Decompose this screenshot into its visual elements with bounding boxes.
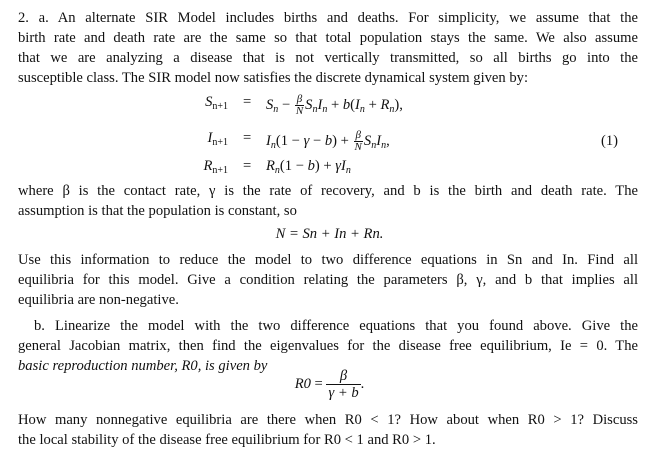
where-paragraph xyxy=(18,181,638,221)
part-a-line-1: Use this information to reduce the model to two difference equations in Sn and In. Find all xyxy=(18,252,638,268)
equation-s: $S_{n+1}$ = $S_n$ − $\frac{\beta}{N}$ $S_nI_n + b(I_n + R_n)$, xyxy=(205,93,403,117)
intro-line-3: that we are analyzing a disease that is not vertically transmitted, so all births go into the xyxy=(18,50,638,66)
part-b-line-2: general Jacobian matrix, then find the eigenvalues for the disease free equilibrium, Ie = 0. The xyxy=(18,338,638,354)
closing-questions xyxy=(18,410,638,450)
part-b-line-1: b. Linearize the model with the two difference equations that you found above. Give the xyxy=(34,318,638,334)
population-equation: N = Sn + In + Rn. xyxy=(275,226,384,242)
part-a-line-3: equilibria are non-negative. xyxy=(18,292,179,308)
equation-r: $R_{n+1}$ = $R_n(1 - b) + \gamma I_n$ xyxy=(203,158,351,176)
problem-intro xyxy=(18,8,638,88)
r0-definition: R0 = $\frac{\beta}{\gamma + b}$ . xyxy=(294,368,365,401)
equation-system xyxy=(0,90,659,180)
closing-line-2: the local stability of the disease free equilibrium for R0 < 1 and R0 > 1. xyxy=(18,432,436,448)
equation-i: $I_{n+1}$ = $I_n(1 - \gamma - b)$ + $\frac{\beta}{N}$ $S_nI_n$, xyxy=(207,129,390,153)
intro-line-4: susceptible class. The SIR model now satisfies the discrete dynamical system given by: xyxy=(18,70,529,86)
equation-number: (1) xyxy=(601,133,619,149)
intro-line-2: birth rate and death rate are the same so that total population stays the same. We also assume xyxy=(18,30,638,46)
part-b-line-3: basic reproduction number, R0, is given by xyxy=(18,358,268,374)
closing-line-1: How many nonnegative equilibria are there when R0 < 1? How about when R0 > 1? Discuss xyxy=(18,412,638,428)
part-a-tasks xyxy=(18,250,638,310)
part-b xyxy=(18,316,638,376)
part-a-line-2: equilibria for this model. Give a condition relating the parameters β, γ, and b that implies all xyxy=(18,272,638,288)
intro-line-1: 2. a. An alternate SIR Model includes births and deaths. For simplicity, we assume that the xyxy=(18,10,638,26)
where-line-1: where β is the contact rate, γ is the rate of recovery, and b is the birth and death rate. The xyxy=(18,183,638,199)
where-line-2: assumption is that the population is constant, so xyxy=(18,203,297,219)
